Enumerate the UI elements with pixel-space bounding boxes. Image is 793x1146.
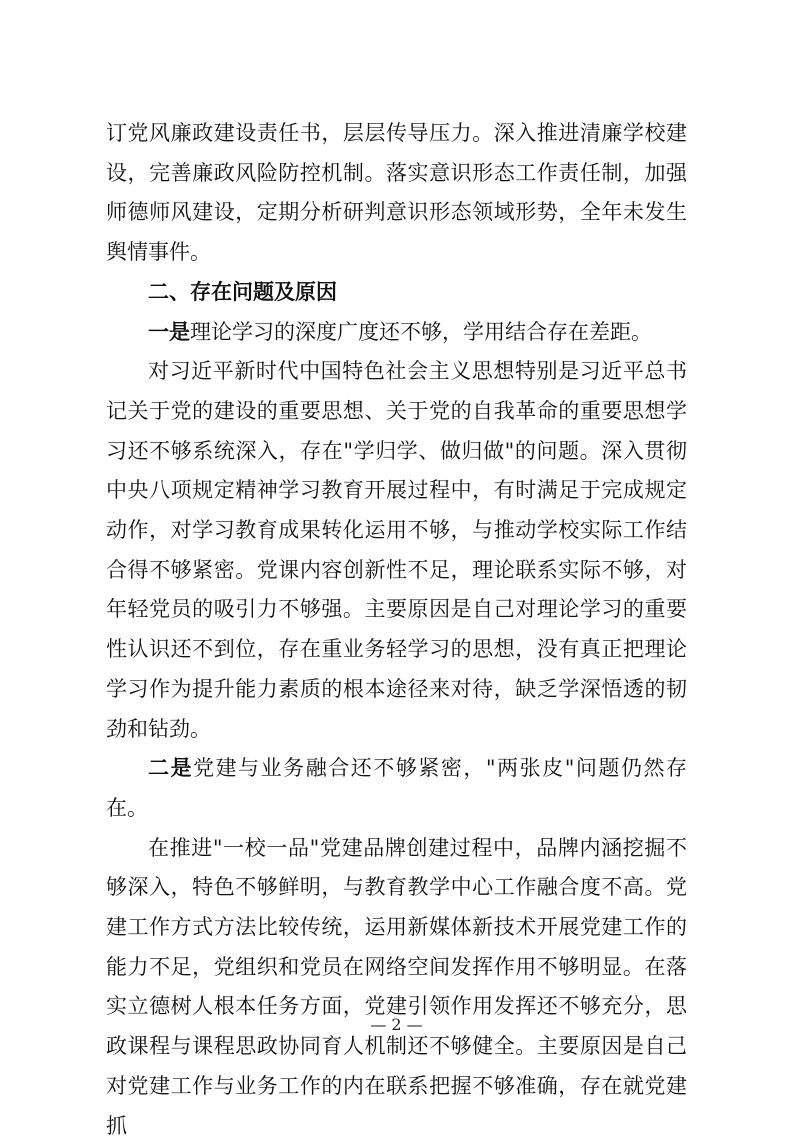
issue-1-body: 对习近平新时代中国特色社会主义思想特别是习近平总书记关于党的建设的重要思想、关于党的自我革命的重要思想学习还不够系统深入，存在"学归学、做归做"的问题。深入贯彻中央八项规定精神学习教育开展过程中，有时满足于完成规定动作，对学习教育成果转化运用不够，与推动学校实际工作结合得不够紧密。党课内容创新性不足，理论联系实际不够，对年轻党员的吸引力不够强。主要原因是自己对理论学习的重要性认识还不到位，存在重业务轻学习的思想，没有真正把理论学习作为提升能力素质的根本途径来对待，缺乏学深悟透的韧劲和钻劲。 bbox=[106, 359, 687, 741]
issue-2-body: 在推进"一校一品"党建品牌创建过程中，品牌内涵挖掘不够深入，特色不够鲜明，与教育教学中心工作融合度不高。党建工作方式方法比较传统，运用新媒体新技术开展党建工作的能力不足，党组织和党员在网络空间发挥作用不够明显。在落实立德树人根本任务方面，党建引领作用发挥还不够充分，思政课程与课程思政协同育人机制还不够健全。主要原因是自己对党建工作与业务工作的内在联系把握不够准确，存在就党建抓 bbox=[106, 835, 687, 1138]
issue-1-title: 理论学习的深度广度还不够，学用结合存在差距。 bbox=[190, 319, 652, 344]
paragraph-continued: 订党风廉政建设责任书，层层传导压力。深入推进清廉学校建设，完善廉政风险防控机制。落实意识形态工作责任制，加强师德师风建设，定期分析研判意识形态领域形势，全年未发生舆情事件。 bbox=[106, 121, 687, 265]
section-heading: 二、存在问题及原因 bbox=[148, 279, 337, 304]
issue-2-title: 党建与业务融合还不够紧密，"两张皮"问题仍然存在。 bbox=[106, 756, 687, 820]
issue-1-lead: 一是 bbox=[148, 319, 190, 344]
document-page bbox=[106, 114, 687, 1146]
issue-2-heading bbox=[106, 749, 687, 828]
page-number: — 2 — bbox=[370, 1015, 423, 1034]
issue-1-heading bbox=[106, 313, 687, 353]
issue-2-lead: 二是 bbox=[148, 756, 194, 781]
